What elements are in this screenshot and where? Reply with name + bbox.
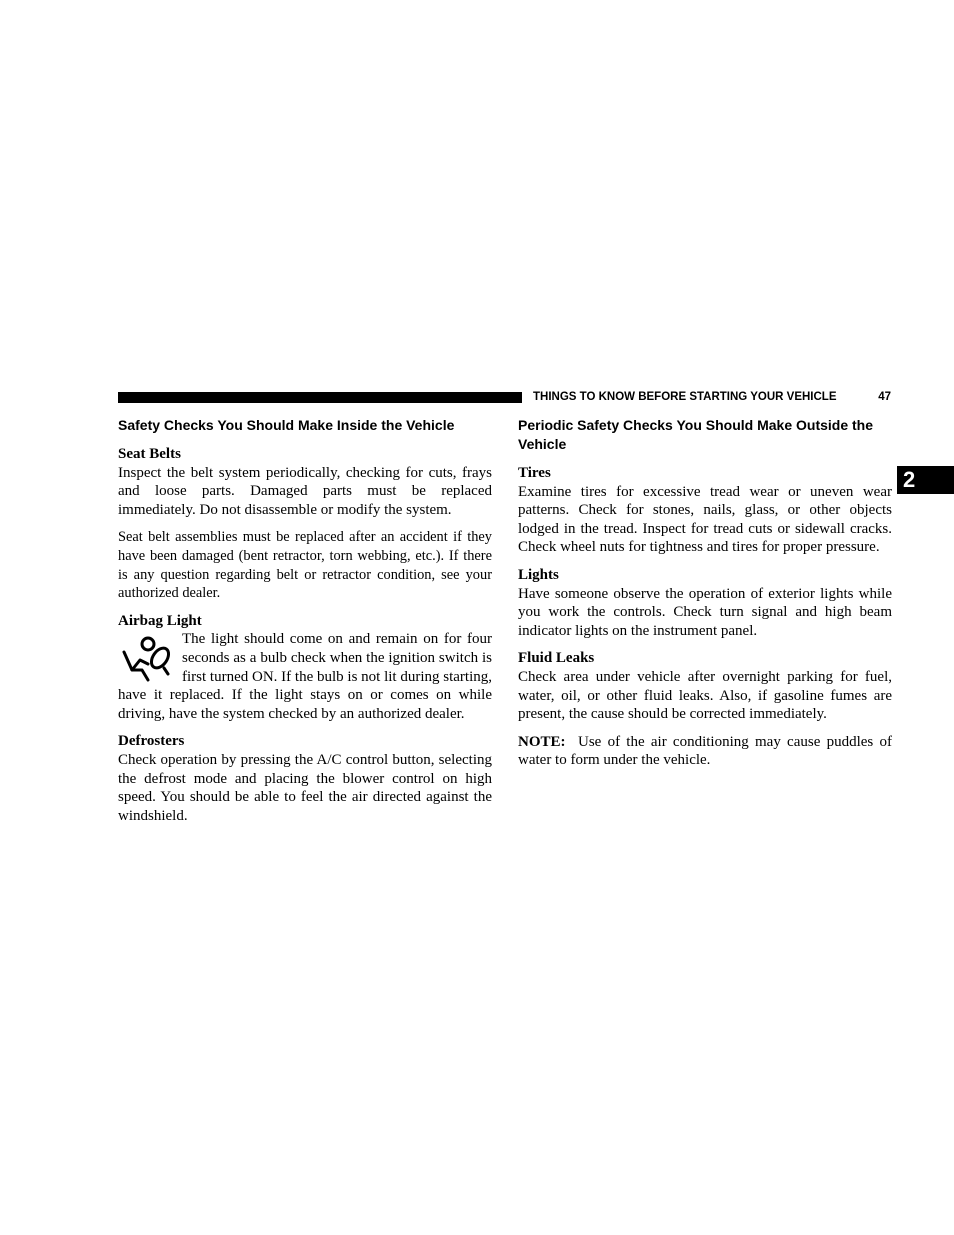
right-column (518, 416, 892, 779)
note-paragraph (518, 733, 892, 770)
left-column (118, 416, 492, 834)
page-number: 47 (878, 391, 891, 403)
header-rule (118, 392, 522, 403)
running-header (533, 389, 891, 405)
heading-airbag-light: Airbag Light (118, 612, 202, 629)
tires-paragraph: Examine tires for excessive tread wear or uneven wear patterns. Check for stones, nails, glass, or other objects lodged in the tread. Inspect for tread cuts or sidewall cracks. Check wheel nuts for tightness and tires for proper pressure. (518, 483, 892, 556)
fluid-leaks-paragraph: Check area under vehicle after overnight parking for fuel, water, oil, or other fluid leaks. Also, if gasoline fumes are present, the cause should be corrected immediately. (518, 668, 892, 723)
note-label: NOTE: (518, 733, 566, 750)
section-title-outside: Periodic Safety Checks You Should Make Outside the Vehicle (518, 417, 874, 452)
heading-fluid-leaks: Fluid Leaks (518, 650, 595, 667)
defrosters-paragraph: Check operation by pressing the A/C control button, selecting the defrost mode and placing the blower control on high speed. You should be able to feel the air directed against the windshield. (118, 751, 492, 824)
airbag-light-block (118, 630, 492, 723)
airbag-light-paragraph: The light should come on and remain on for four seconds as a bulb check when the ignition switch is first turned ON. If the bulb is not lit during starting, have it replaced. If the light stays on or comes on while driving, have the system checked by an authorized dealer. (118, 631, 492, 722)
heading-tires: Tires (518, 465, 551, 481)
section-title-inside: Safety Checks You Should Make Inside the Vehicle (118, 417, 455, 433)
chapter-tab: 2 (897, 466, 954, 494)
heading-lights: Lights (518, 566, 559, 583)
heading-defrosters: Defrosters (118, 733, 185, 750)
lights-paragraph: Have someone observe the operation of exterior lights while you work the controls. Check turn signal and high beam indicator lights on the instrument panel. (518, 585, 892, 639)
seat-belts-paragraph-2: Seat belt assemblies must be replaced after an accident if they have been damaged (bent retractor, torn webbing, etc.). If there is any question regarding belt or retractor condition, see your authorized dealer. (118, 529, 492, 602)
note-text: Use of the air conditioning may cause puddles of water to form under the vehicle. (518, 733, 893, 769)
seat-belts-paragraph-1: Inspect the belt system periodically, checking for cuts, frays and loose parts. Damaged parts must be replaced immediately. Do not disassemble or modify the system. (118, 464, 492, 518)
heading-seat-belts: Seat Belts (118, 446, 181, 462)
running-header-title: THINGS TO KNOW BEFORE STARTING YOUR VEHICLE (533, 391, 837, 403)
airbag-warning-icon (118, 634, 174, 684)
